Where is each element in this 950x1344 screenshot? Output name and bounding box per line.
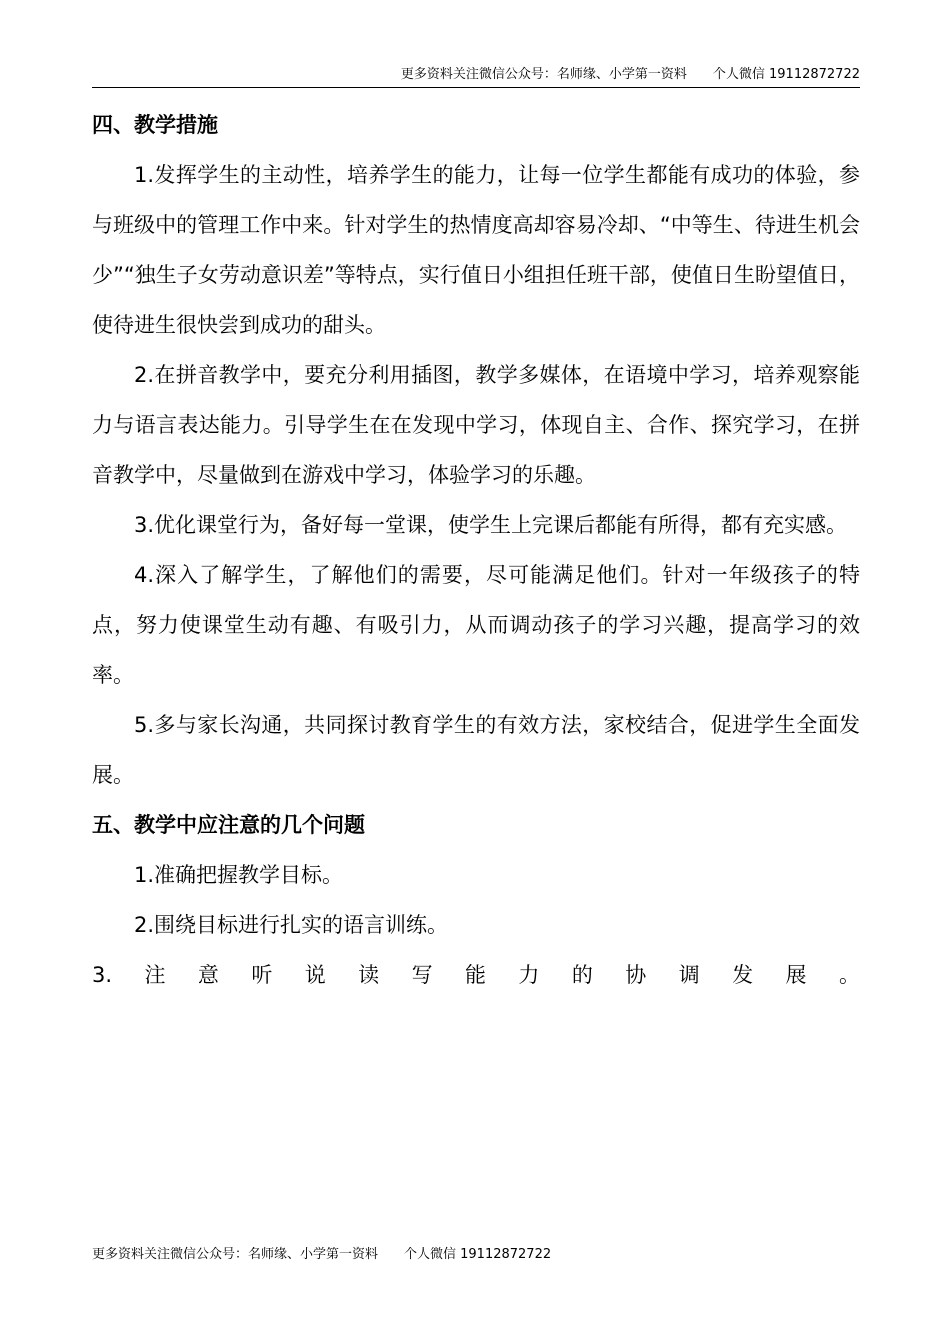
issue-item-3-char: 注	[144, 963, 166, 987]
document-body	[92, 100, 860, 1000]
measure-paragraph-2: 2.在拼音教学中，要充分利用插图，教学多媒体，在语境中学习，培养观察能力与语言表达能力。引导学生在在发现中学习，体现自主、合作、探究学习，在拼音教学中，尽量做到在游戏中学习，体验学习的乐趣。	[92, 363, 860, 487]
issue-item-3-char: 发	[732, 963, 754, 987]
issue-item-3-char: 力	[518, 963, 540, 987]
issue-item-1: 1.准确把握教学目标。	[134, 863, 344, 887]
issue-item-3-char: 写	[411, 963, 433, 987]
issue-item-3-char: 。	[838, 963, 860, 987]
measure-paragraph-4: 4.深入了解学生，了解他们的需要，尽可能满足他们。针对一年级孩子的特点，努力使课堂生动有趣、有吸引力，从而调动孩子的学习兴趣，提高学习的效率。	[92, 563, 860, 687]
issue-item-2: 2.围绕目标进行扎实的语言训练。	[134, 913, 449, 937]
measure-paragraph-3: 3.优化课堂行为，备好每一堂课，使学生上完课后都能有所得，都有充实感。	[134, 513, 848, 537]
page-footer: 更多资料关注微信公众号：名师缘、小学第一资料 个人微信 19112872722	[92, 1247, 552, 1262]
issue-item-3-char: 3.	[92, 963, 113, 987]
page-header: 更多资料关注微信公众号：名师缘、小学第一资料 个人微信 19112872722	[400, 67, 860, 82]
issue-item-3-char: 协	[625, 963, 647, 987]
section-heading-issues: 五、教学中应注意的几个问题	[92, 813, 365, 837]
issue-item-3	[92, 950, 860, 1000]
section-heading-measures: 四、教学措施	[92, 113, 218, 137]
measure-paragraph-1: 1.发挥学生的主动性，培养学生的能力，让每一位学生都能有成功的体验，参与班级中的管理工作中来。针对学生的热情度高却容易冷却、“中等生、待进生机会少”“独生子女劳动意识差”等特点，实行值日小组担任班干部，使值日生盼望值日，使待进生很快尝到成功的甜头。	[92, 163, 860, 337]
issue-item-3-char: 的	[571, 963, 593, 987]
issue-item-3-char: 读	[358, 963, 380, 987]
issue-item-3-char: 意	[197, 963, 219, 987]
issue-item-3-char: 听	[251, 963, 273, 987]
issue-item-3-char: 能	[465, 963, 486, 987]
measure-paragraph-5: 5.多与家长沟通，共同探讨教育学生的有效方法，家校结合，促进学生全面发展。	[92, 713, 860, 787]
header-divider	[92, 87, 860, 88]
issue-item-3-char: 展	[785, 963, 807, 987]
issue-item-3-char: 说	[304, 963, 326, 987]
issue-item-3-char: 调	[678, 963, 700, 987]
